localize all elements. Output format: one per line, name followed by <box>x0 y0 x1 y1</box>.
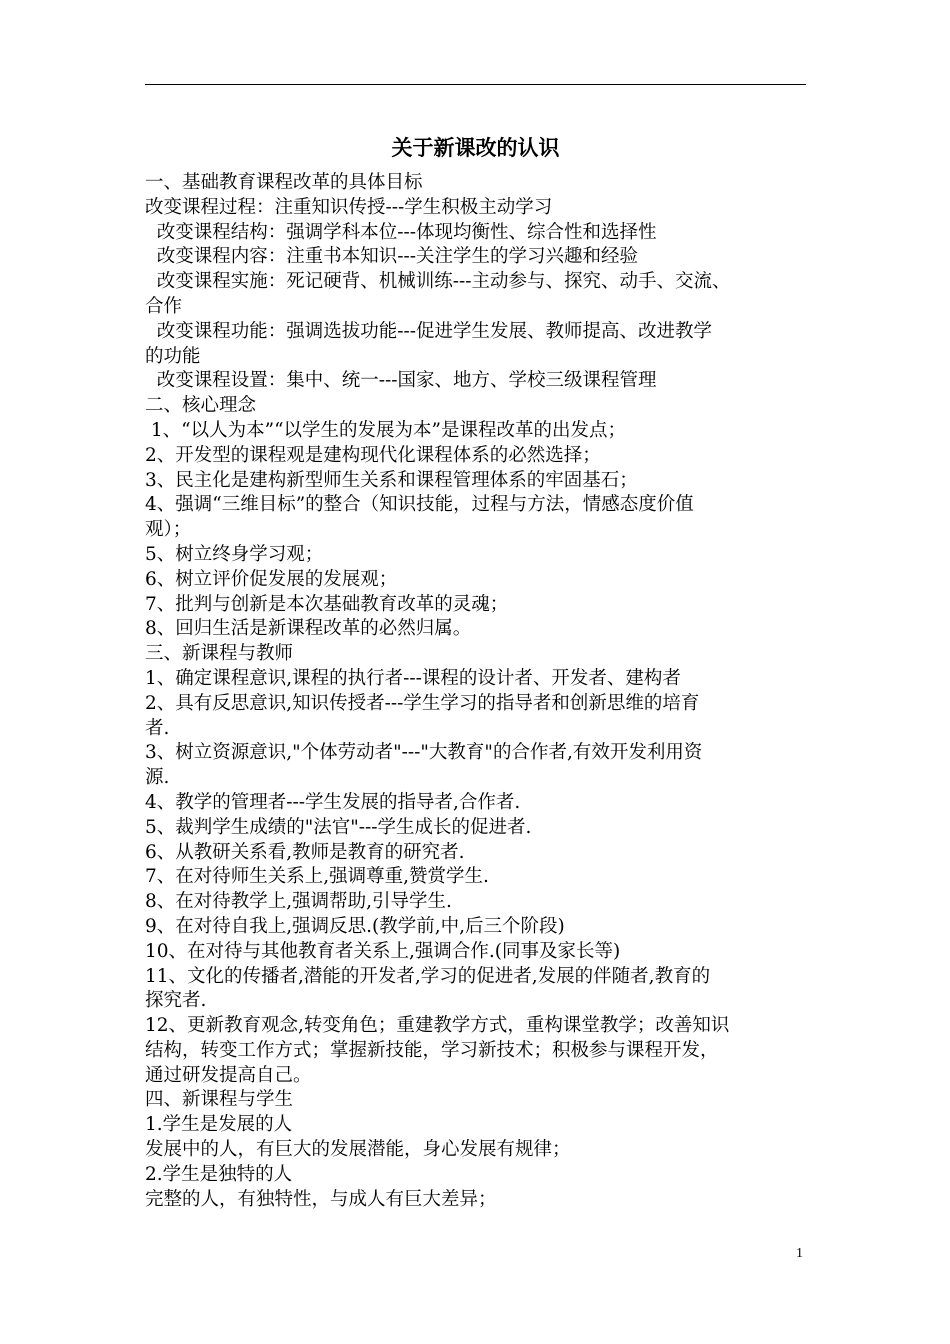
text-line: 的功能 <box>145 345 201 367</box>
section-heading: 三、新课程与教师 <box>145 643 294 665</box>
text-line: 改变课程结构：强调学科本位---体现均衡性、综合性和选择性 <box>145 221 657 243</box>
text-line: 改变课程设置：集中、统一---国家、地方、学校三级课程管理 <box>145 370 657 392</box>
text-line: 1、“以人为本”“以学生的发展为本”是课程改革的出发点； <box>145 419 626 441</box>
text-line: 7、在对待师生关系上,强调尊重,赞赏学生. <box>145 866 489 888</box>
text-line: 3、树立资源意识,"个体劳动者"---"大教育"的合作者,有效开发利用资 <box>145 742 703 764</box>
text-line: 11、文化的传播者,潜能的开发者,学习的促进者,发展的伴随者,教育的 <box>145 965 711 987</box>
text-line: 通过研发提高自己。 <box>145 1064 312 1086</box>
text-line: 改变课程功能：强调选拔功能---促进学生发展、教师提高、改进教学 <box>145 320 713 342</box>
text-line: 探究者. <box>145 990 207 1012</box>
page-number: 1 <box>796 1246 803 1261</box>
text-line: 完整的人，有独特性，与成人有巨大差异； <box>145 1188 497 1210</box>
text-line: 5、树立终身学习观； <box>145 543 324 565</box>
text-line: 一、基础教育课程改革的具体目标 <box>145 172 423 193</box>
text-line: 2、开发型的课程观是建构现代化课程体系的必然选择； <box>145 444 601 466</box>
header-rule <box>145 84 806 85</box>
text-line: 8、回归生活是新课程改革的必然归属。 <box>145 618 472 640</box>
text-line: 8、在对待教学上,强调帮助,引导学生. <box>145 891 452 913</box>
text-line: 12、更新教育观念,转变角色；重建教学方式，重构课堂教学；改善知识 <box>145 1015 730 1037</box>
text-line: 4、强调“三维目标”的整合（知识技能，过程与方法，情感态度价值 <box>145 494 694 516</box>
text-line: 10、在对待与其他教育者关系上,强调合作.(同事及家长等) <box>145 940 621 962</box>
section-heading: 四、新课程与学生 <box>145 1089 294 1111</box>
text-line: 6、树立评价促发展的发展观； <box>145 568 398 590</box>
text-line: 改变课程内容：注重书本知识---关注学生的学习兴趣和经验 <box>145 246 639 268</box>
text-line: 改变课程实施：死记硬背、机械训练---主动参与、探究、动手、交流、 <box>145 271 731 293</box>
text-line: 7、批判与创新是本次基础教育改革的灵魂； <box>145 593 509 615</box>
text-line: 源. <box>145 767 170 789</box>
text-line: 3、民主化是建构新型师生关系和课程管理体系的牢固基石； <box>145 469 638 491</box>
text-line: 1.学生是发展的人 <box>145 1114 293 1136</box>
document-title: 关于新课改的认识 <box>391 135 560 160</box>
text-line: 合作 <box>145 295 183 317</box>
text-line: 者. <box>145 717 170 739</box>
text-line: 观）； <box>145 519 192 541</box>
text-line: 2.学生是独特的人 <box>145 1163 293 1185</box>
text-line: 发展中的人，有巨大的发展潜能，身心发展有规律； <box>145 1139 571 1161</box>
text-line: 结构，转变工作方式；掌握新技能，学习新技术；积极参与课程开发， <box>145 1039 719 1061</box>
text-line: 9、在对待自我上,强调反思.(教学前,中,后三个阶段) <box>145 915 565 937</box>
section-heading: 二、核心理念 <box>145 395 257 417</box>
text-line: 4、教学的管理者---学生发展的指导者,合作者. <box>145 791 521 813</box>
document-body <box>145 171 807 1212</box>
text-line: 6、从教研关系看,教师是教育的研究者. <box>145 841 465 863</box>
text-line: 1、确定课程意识,课程的执行者---课程的设计者、开发者、建构者 <box>145 667 681 689</box>
text-line: 5、裁判学生成绩的"法官"---学生成长的促进者. <box>145 816 532 838</box>
text-line: 2、具有反思意识,知识传授者---学生学习的指导者和创新思维的培育 <box>145 692 700 714</box>
text-line: 改变课程过程：注重知识传授---学生积极主动学习 <box>145 196 553 218</box>
